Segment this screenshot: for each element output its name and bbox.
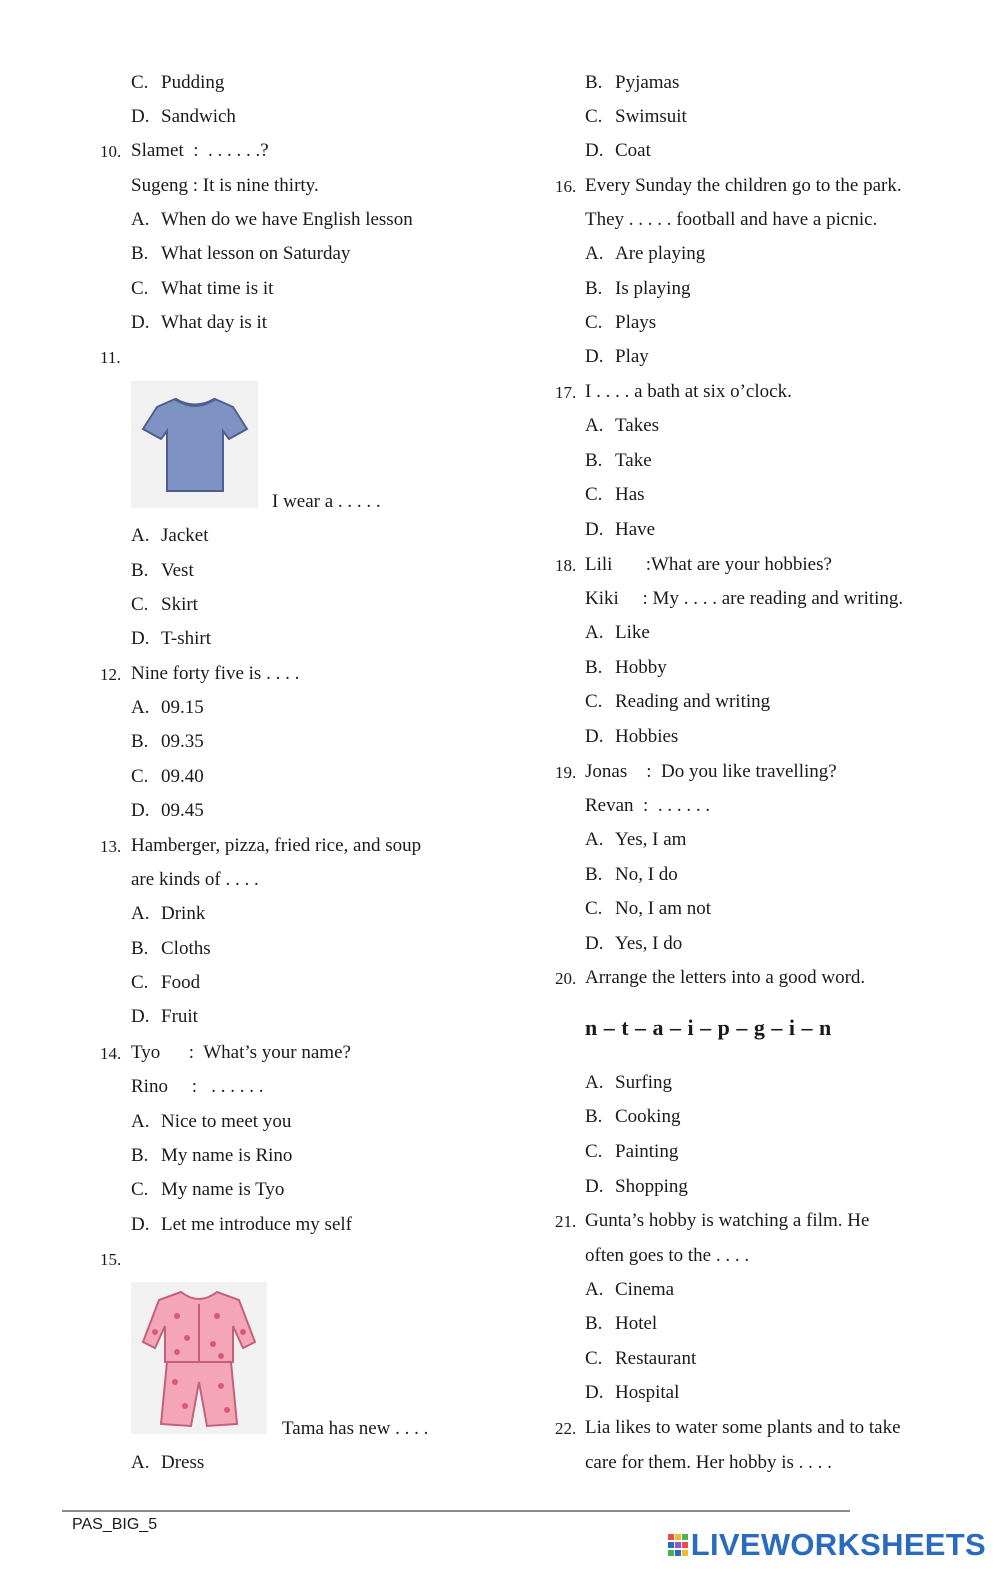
option-a: A. Drink — [131, 903, 206, 924]
question-text: Gunta’s hobby is watching a film. He — [585, 1210, 870, 1231]
option-b: B. Cloths — [131, 938, 211, 959]
option-b: B. Cooking — [585, 1106, 681, 1127]
option-a: A. Like — [585, 622, 650, 643]
pyjamas-icon — [131, 1282, 267, 1434]
option-c: C. What time is it — [131, 278, 274, 299]
question-text: Revan : . . . . . . — [585, 795, 711, 816]
option-d: D. Shopping — [585, 1176, 688, 1197]
option-c: C. Skirt — [131, 594, 198, 615]
question-number: 16. — [555, 177, 577, 196]
option-a: A. Yes, I am — [585, 829, 687, 850]
option-b: B. Is playing — [585, 278, 691, 299]
tshirt-picture — [131, 381, 258, 508]
pyjamas-picture — [131, 1282, 267, 1434]
question-number: 18. — [555, 556, 577, 575]
question-text: Sugeng : It is nine thirty. — [131, 175, 319, 196]
option-a: A. Cinema — [585, 1279, 675, 1300]
question-text: Jonas : Do you like travelling? — [585, 761, 837, 782]
liveworksheets-logo[interactable] — [667, 1527, 986, 1563]
question-text: Arrange the letters into a good word. — [585, 967, 866, 988]
option-c: C. 09.40 — [131, 766, 204, 787]
question-text: Rino : . . . . . . — [131, 1076, 264, 1097]
option-c: C. Swimsuit — [585, 106, 687, 127]
question-text: Kiki : My . . . . are reading and writing. — [585, 588, 904, 609]
option-a: A. 09.15 — [131, 697, 204, 718]
option-a: A. Takes — [585, 415, 660, 436]
question-text: Hamberger, pizza, fried rice, and soup — [131, 835, 422, 856]
option-b: B. Take — [585, 450, 652, 471]
option-d: D. Let me introduce my self — [131, 1214, 352, 1235]
question-text: Nine forty five is . . . . — [131, 663, 300, 684]
tshirt-icon — [131, 381, 258, 508]
option-b: B. What lesson on Saturday — [131, 243, 351, 264]
question-number: 22. — [555, 1419, 577, 1438]
question-text: are kinds of . . . . — [131, 869, 259, 890]
option-d: D. Have — [585, 519, 656, 540]
question-text: They . . . . . football and have a picnic. — [585, 209, 878, 230]
option-d: D. What day is it — [131, 312, 268, 333]
option-b: B. No, I do — [585, 864, 678, 885]
question-text: Lili :What are your hobbies? — [585, 554, 832, 575]
question-number: 17. — [555, 383, 577, 402]
option-c: C. Pudding — [131, 72, 225, 93]
question-text: Lia likes to water some plants and to take — [585, 1417, 901, 1438]
option-b: B. Vest — [131, 560, 194, 581]
logo-icon — [667, 1532, 689, 1558]
option-b: B. My name is Rino — [131, 1145, 293, 1166]
option-b: B. Pyjamas — [585, 72, 680, 93]
option-c: C. Plays — [585, 312, 657, 333]
question-text: Every Sunday the children go to the park. — [585, 175, 902, 196]
option-a: A. Dress — [131, 1452, 205, 1473]
option-c: C. Painting — [585, 1141, 679, 1162]
question-number: 11. — [100, 348, 121, 367]
option-c: C. No, I am not — [585, 898, 712, 919]
option-b: B. Hotel — [585, 1313, 658, 1334]
option-a: A. Surfing — [585, 1072, 672, 1093]
question-number: 13. — [100, 837, 122, 856]
option-c: C. Reading and writing — [585, 691, 771, 712]
scrambled-letters: n – t – a – i – p – g – i – n — [585, 1015, 832, 1040]
option-d: D. Coat — [585, 140, 651, 161]
question-number: 10. — [100, 142, 122, 161]
question-text: often goes to the . . . . — [585, 1245, 750, 1266]
option-d: D. Sandwich — [131, 106, 236, 127]
option-d: D. Play — [585, 346, 649, 367]
footer-code: PAS_BIG_5 — [72, 1516, 158, 1533]
question-number: 12. — [100, 665, 122, 684]
question-text: I wear a . . . . . — [272, 491, 381, 512]
question-number: 20. — [555, 969, 577, 988]
option-c: C. Has — [585, 484, 645, 505]
footer-divider — [62, 1510, 850, 1512]
question-number: 19. — [555, 763, 577, 782]
option-b: B. Hobby — [585, 657, 667, 678]
option-b: B. 09.35 — [131, 731, 204, 752]
option-d: D. Hobbies — [585, 726, 679, 747]
question-number: 14. — [100, 1044, 122, 1063]
option-d: D. 09.45 — [131, 800, 204, 821]
option-d: D. Yes, I do — [585, 933, 683, 954]
option-d: D. T-shirt — [131, 628, 211, 649]
option-a: A. Jacket — [131, 525, 209, 546]
option-a: A. Nice to meet you — [131, 1111, 292, 1132]
question-text: care for them. Her hobby is . . . . — [585, 1452, 832, 1473]
question-number: 15. — [100, 1250, 122, 1269]
option-a: A. When do we have English lesson — [131, 209, 413, 230]
question-text: Tama has new . . . . — [282, 1418, 429, 1439]
option-a: A. Are playing — [585, 243, 706, 264]
question-text: Tyo : What’s your name? — [131, 1042, 351, 1063]
brand-name: LIVEWORKSHEETS — [690, 1527, 986, 1562]
question-number: 21. — [555, 1212, 577, 1231]
option-d: D. Hospital — [585, 1382, 680, 1403]
question-text: I . . . . a bath at six o’clock. — [585, 381, 792, 402]
question-text: Slamet : . . . . . .? — [131, 140, 269, 161]
option-d: D. Fruit — [131, 1006, 198, 1027]
option-c: C. Restaurant — [585, 1348, 697, 1369]
option-c: C. My name is Tyo — [131, 1179, 285, 1200]
option-c: C. Food — [131, 972, 201, 993]
